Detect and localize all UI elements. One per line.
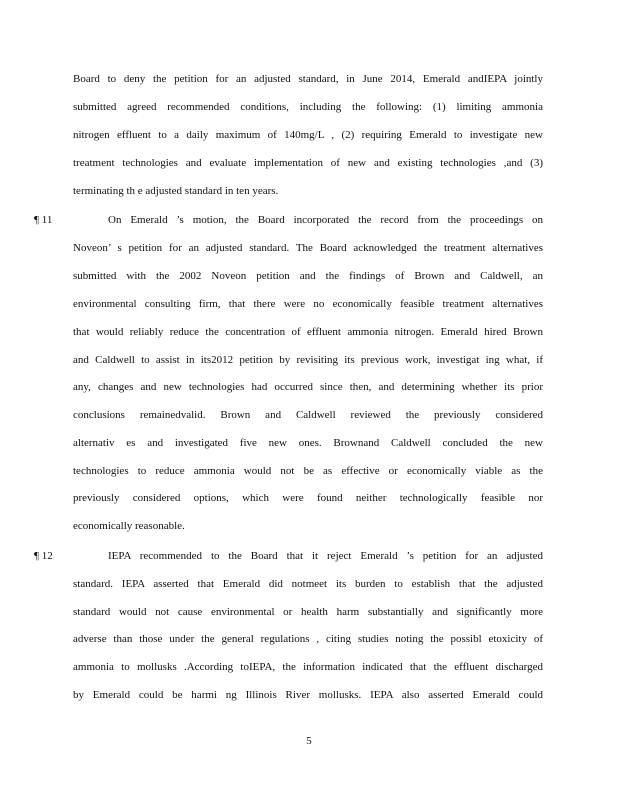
text-line: that would reliably reduce the concentration of effluent ammonia nitrogen. Emerald hired Brown bbox=[73, 326, 543, 338]
paragraph-marker: ¶ 12 bbox=[34, 550, 53, 562]
text-line: conclusions remainedvalid. Brown and Caldwell reviewed the previously considered bbox=[73, 409, 543, 421]
text-line: by Emerald could be harmi ng Illinois River mollusks. IEPA also asserted Emerald could bbox=[73, 689, 543, 701]
text-line: submitted with the 2002 Noveon petition and the findings of Brown and Caldwell, an bbox=[73, 270, 543, 282]
text-line: ammonia to mollusks .According toIEPA, the information indicated that the effluent discharged bbox=[73, 661, 543, 673]
text-line: previously considered options, which were found neither technologically feasible nor bbox=[73, 492, 543, 504]
text-line: technologies to reduce ammonia would not be as effective or economically viable as the bbox=[73, 465, 543, 477]
text-line: any, changes and new technologies had occurred since then, and determining whether its prior bbox=[73, 381, 543, 393]
text-line: Noveon’ s petition for an adjusted standard. The Board acknowledged the treatment alternatives bbox=[73, 242, 543, 254]
text-line: adverse than those under the general regulations , citing studies noting the possibl etoxicity of bbox=[73, 633, 543, 645]
text-line: environmental consulting firm, that there were no economically feasible treatment alternatives bbox=[73, 298, 543, 310]
text-line: and Caldwell to assist in its2012 petition by revisiting its previous work, investigat ing what, if bbox=[73, 354, 543, 366]
paragraph-marker: ¶ 11 bbox=[34, 214, 53, 226]
text-line: economically reasonable. bbox=[73, 520, 185, 532]
text-line: treatment technologies and evaluate implementation of new and existing technologies ,and (3) bbox=[73, 157, 543, 169]
text-line: nitrogen effluent to a daily maximum of 140mg/L , (2) requiring Emerald to investigate new bbox=[73, 129, 543, 141]
text-line: On Emerald ’s motion, the Board incorporated the record from the proceedings on bbox=[108, 214, 543, 226]
text-line: IEPA recommended to the Board that it reject Emerald ’s petition for an adjusted bbox=[108, 550, 543, 562]
text-line: standard. IEPA asserted that Emerald did notmeet its burden to establish that the adjusted bbox=[73, 578, 543, 590]
page-number: 5 bbox=[306, 735, 312, 747]
text-line: standard would not cause environmental or health harm substantially and significantly more bbox=[73, 606, 543, 618]
text-line: submitted agreed recommended conditions, including the following: (1) limiting ammonia bbox=[73, 101, 543, 113]
text-line: terminating th e adjusted standard in ten years. bbox=[73, 185, 279, 197]
text-line: alternativ es and investigated five new ones. Brownand Caldwell concluded the new bbox=[73, 437, 543, 449]
text-line: Board to deny the petition for an adjusted standard, in June 2014, Emerald andIEPA jointly bbox=[73, 73, 543, 85]
